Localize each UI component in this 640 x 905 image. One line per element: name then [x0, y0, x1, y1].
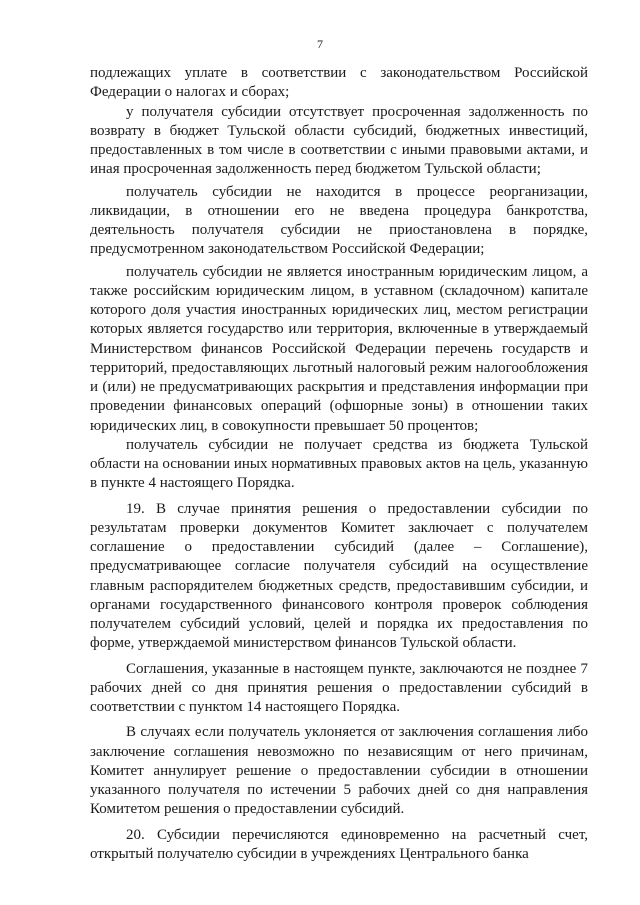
paragraph-item-20: 20. Субсидии перечисляются единовременно на расчетный счет, открытый получателю субсидии в учреждениях Центрального банка	[90, 826, 588, 862]
paragraph-tax-continuation: подлежащих уплате в соответствии с законодательством Российской Федерации о налогах и сборах;	[90, 65, 588, 101]
paragraph-agreement-evasion: В случаях если получатель уклоняется от заключения соглашения либо заключение соглашения невозможно по независящим от него причинам, Комитет аннулирует решение о предоставлении субсидии в отношении указанного получателя по истечении 5 рабочих дней со дня направления Комитетом решения о предоставлении субсидий.	[90, 724, 588, 818]
page-number: 7	[317, 37, 323, 51]
paragraph-not-foreign-entity: получатель субсидии не является иностранным юридическим лицом, а также российским юридическим лицом, в уставном (складочном) капитале которого доля участия иностранных юридических лиц, местом регистрации которых является государство или территория, включенные в утверждаемый Министерством финансов Российской Федерации перечень государств и территорий, предоставляющих льготный налоговый режим налогообложения и (или) не предусматривающих раскрытия и представления информации при проведении финансовых операций (офшорные зоны) в отношении таких юридических лиц, в совокупности превышает 50 процентов;	[90, 263, 588, 434]
paragraph-agreement-deadline: Соглашения, указанные в настоящем пункте, заключаются не позднее 7 рабочих дней со дня принятия решения о предоставлении субсидий в соответствии с пунктом 14 настоящего Порядка.	[90, 660, 588, 715]
paragraph-no-overdue-debt: у получателя субсидии отсутствует просроченная задолженность по возврату в бюджет Тульской области субсидий, бюджетных инвестиций, предоставленных в том числе в соответствии с иными правовыми актами, и иная просроченная задолженность перед бюджетом Тульской области;	[90, 103, 588, 178]
paragraph-no-reorganization: получатель субсидии не находится в процессе реорганизации, ликвидации, в отношении его не введена процедура банкротства, деятельность получателя субсидии не приостановлена в порядке, предусмотренном законодательством Российской Федерации;	[90, 183, 588, 258]
paragraph-item-19: 19. В случае принятия решения о предоставлении субсидии по результатам проверки документов Комитет заключает с получателем соглашение о предоставлении субсидий (далее – Соглашение), предусматривающее согласие получателя субсидий на осуществление главным распорядителем бюджетных средств, предоставившим субсидии, и органами государственного финансового контроля проверок соблюдения получателем субсидий условий, целей и порядка их предоставления по форме, утверждаемой министерством финансов Тульской области.	[90, 500, 588, 652]
document-body	[90, 64, 588, 864]
paragraph-no-other-funds: получатель субсидии не получает средства из бюджета Тульской области на основании иных нормативных правовых актов на цель, указанную в пункте 4 настоящего Порядка.	[90, 436, 588, 492]
